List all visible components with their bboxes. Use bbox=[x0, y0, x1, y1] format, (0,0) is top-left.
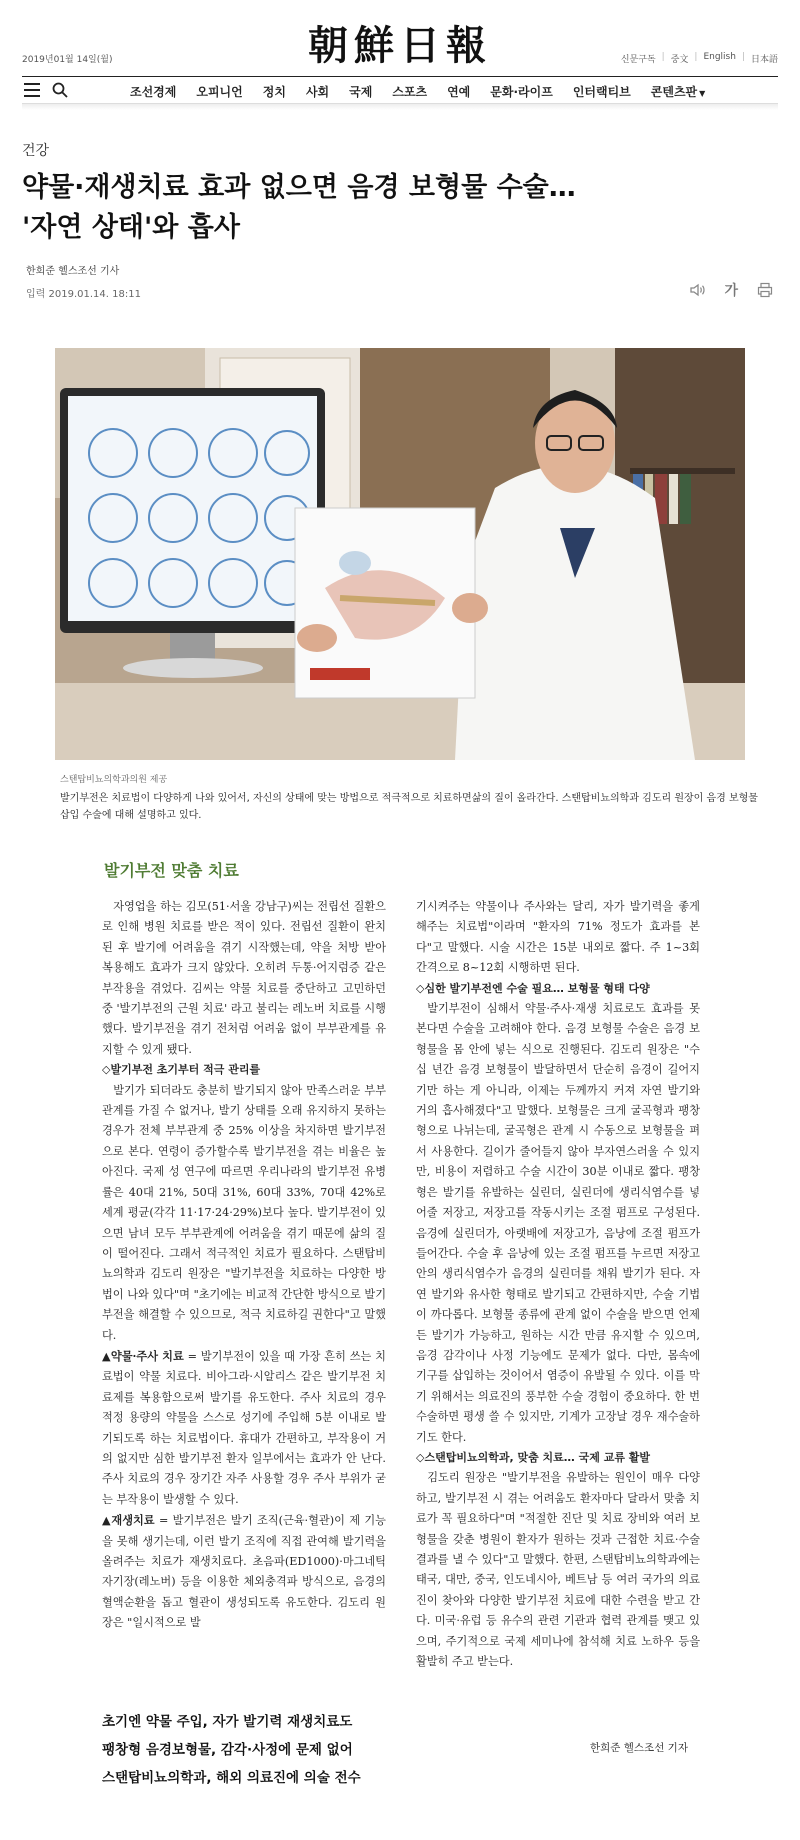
paragraph-text: = 발기부전은 발기 조직(근육·혈관)이 제 기능을 못해 생기는데, 이런 발기 조직에 직접 관여해 발기력을 올려주는 치료가 재생치료다. 초음파(ED1000)·마그네틱 자기장(레노버) 등을 이용한 체외충격파 방식으로, 음경의 혈액순환을 돕고 혈관이 생성되도록 유도한다. 김도리 원장은 "일시적으로 발 bbox=[102, 1514, 386, 1630]
headline-line-1: 약물·재생치료 효과 없으면 음경 보형물 수술… bbox=[22, 172, 576, 203]
nav-contents-label: 콘텐츠판 bbox=[650, 85, 698, 99]
subhead: ◇발기부전 초기부터 적극 관리를 bbox=[102, 1063, 261, 1077]
paragraph-text: = 발기부전이 있을 때 가장 흔히 쓰는 치료법이 약물 치료다. 비아그라·시알리스 같은 발기부전 치료제를 복용함으로써 발기를 유도한다. 주사 치료의 경우 적정 용량의 약물을 스스로 성기에 주입해 5분 이내로 발기되도록 하는 치료법이다. 휴대가 간편하고, 부작용이 거의 없지만 심한 발기부전 환자 일부에서는 효과가 안 난다. 주사 치료의 경우 장기간 자주 사용할 경우 주사 부위가 굳는 부작용이 발생할 수 있다. bbox=[102, 1349, 386, 1506]
pull-quote-line: 초기엔 약물 주입, 자가 발기력 재생치료도 bbox=[102, 1714, 353, 1730]
publish-date: 입력 2019.01.14. 18:11 bbox=[26, 289, 141, 300]
paragraph-lead: ▲약물·주사 치료 bbox=[102, 1348, 184, 1363]
top-links: 신문구독 | 중文 | English | 日本語 bbox=[620, 52, 778, 65]
nav-divider bbox=[22, 104, 778, 110]
nav-culture-life[interactable]: 문화·라이프 bbox=[490, 85, 553, 99]
audio-icon[interactable] bbox=[688, 281, 706, 299]
menu-icon[interactable] bbox=[24, 83, 40, 97]
masthead bbox=[0, 0, 800, 72]
paragraph: 자영업을 하는 김모(51·서울 강남구)씨는 전립선 질환으로 인해 병원 치료를 받은 적이 있다. 전립선 질환이 완치된 후 발기에 어려움을 겪기 시작했는데, 약을 처방 받아 복용해도 효과가 크지 않았다. 오히려 두통·어지럼증 같은 부작용을 겪었다. 김씨는 약물 치료를 중단하고 고민하던 중 '발기부전의 근원 치료' 라고 불리는 레노버 치료를 시행했다. 발기부전을 겪기 전처럼 어려움 없이 부부관계를 유지할 수 있게 됐다. bbox=[102, 900, 386, 1056]
nav-sports[interactable]: 스포츠 bbox=[392, 85, 428, 99]
nav-interactive[interactable]: 인터랙티브 bbox=[572, 85, 631, 99]
nav-economy[interactable]: 조선경제 bbox=[130, 85, 177, 99]
pull-quote bbox=[102, 1708, 402, 1792]
search-icon[interactable] bbox=[52, 82, 68, 98]
article-column-left bbox=[102, 897, 386, 1634]
paragraph-lead: ▲재생치료 bbox=[102, 1513, 155, 1528]
nav-politics[interactable]: 정치 bbox=[262, 85, 286, 99]
nav-contents[interactable] bbox=[651, 83, 706, 100]
headline bbox=[22, 168, 762, 248]
link-japanese[interactable]: 日本語 bbox=[750, 55, 778, 65]
nav-opinion[interactable]: 오피니언 bbox=[196, 85, 243, 99]
subhead: ◇심한 발기부전엔 수술 필요… 보형물 형태 다양 bbox=[416, 981, 650, 995]
photo-caption: 발기부전은 치료법이 다양하게 나와 있어서, 자신의 상태에 맞는 방법으로 적극적으로 치료하면삶의 질이 올라간다. 스탠탑비뇨의학과 김도리 원장이 음경 보형물 삽입 수술에 대해 설명하고 있다. bbox=[60, 793, 758, 821]
paragraph: 기시켜주는 약물이나 주사와는 달리, 자가 발기력을 좋게 해주는 치료법"이라며 "환자의 71% 정도가 효과를 본다"고 말했다. 시술 시간은 15분 내외로 짧다. 주 1~3회 간격으로 8~12회 시행하면 된다. bbox=[416, 900, 700, 975]
chevron-down-icon: ▼ bbox=[699, 89, 706, 98]
paragraph bbox=[102, 1346, 386, 1510]
nav-entertainment[interactable]: 연예 bbox=[447, 85, 471, 99]
paragraph: 김도리 원장은 "발기부전을 유발하는 원인이 매우 다양하고, 발기부전 시 겪는 어려움도 환자마다 달라서 맞춤 치료가 꼭 필요하다"며 "적절한 진단 및 치료 장비와 여러 보형물을 갖춘 병원이 환자가 원하는 것과 근접한 치료·수술 결과를 낼 수 있다"고 말했다. 한편, 스탠탑비뇨의학과에는 태국, 대만, 중국, 인도네시아, 베트남 등 여러 국가의 의료진이 찾아와 다양한 발기부전 치료에 대한 수련을 받고 간다. 미국·유럽 등 유수의 관련 기관과 협력 관계를 맺고 있으며, 주기적으로 국제 세미나에 참석해 치료 노하우 등을 활발히 주고 받는다. bbox=[416, 1471, 700, 1669]
paragraph bbox=[102, 1510, 386, 1633]
edition-date: 2019년01월 14일(월) bbox=[22, 55, 113, 65]
nav-society[interactable]: 사회 bbox=[305, 85, 330, 99]
article-tools bbox=[688, 280, 774, 300]
article-column-right bbox=[416, 897, 700, 1672]
link-chinese[interactable]: 중文 bbox=[670, 55, 689, 65]
section-label[interactable]: 건강 bbox=[22, 143, 50, 159]
print-icon[interactable] bbox=[756, 281, 774, 299]
article-photo bbox=[55, 348, 745, 760]
byline: 한희준 헬스조선 기사 bbox=[26, 266, 120, 277]
paragraph: 발기부전이 심해서 약물·주사·재생 치료로도 효과를 못 본다면 수술을 고려해야 한다. 음경 보형물 수술은 음경 보형물을 몸 안에 넣는 식으로 진행된다. 김도리 원장은 "수십 년간 음경 보형물이 발달하면서 단순히 음경이 길어지기만 하는 게 아니라, 이제는 두께까지 커져 자연 발기와 거의 흡사해졌다"고 말했다. 보형물은 크게 굴곡형과 팽창형으로 나뉘는데, 굴곡형은 관계 시 수동으로 보형물을 펴서 사용한다. 길이가 줄어들지 않아 부자연스러울 수 있지만, 비용이 저렴하고 수술 시간이 30분 이내로 짧다. 팽창형은 발기를 유발하는 실린더, 실린더에 생리식염수를 넣어줄 저장고, 저장고를 작동시키는 조절 펌프로 구성된다. 음경에 실린더가, 아랫배에 저장고가, 음낭에 조절 펌프가 들어간다. 수술 후 음낭에 있는 조절 펌프를 누르면 저장고 안의 생리식염수가 음경의 실린더를 채워 발기가 된다. 자연 발기와 유사한 형태로 발기되고 간편하지만, 수술 기법이 까다롭다. 보형물 종류에 관계 없이 수술을 받으면 언제든 발기가 가능하고, 원하는 시간 만큼 유지할 수 있으며, 음경 감각이나 사정 기능에도 문제가 없다. 다만, 몸속에 기구를 삽입하는 것이어서 염증이 유발될 수 있다. 이를 막기 위해서는 의료진의 풍부한 수술 경험이 중요하다. 한 번 수술하면 평생 쓸 수 있지만, 기계가 고장날 경우 재수술하기도 한다. bbox=[416, 1002, 700, 1444]
main-nav bbox=[22, 76, 778, 104]
reporter-credit: 한희준 헬스조선 기자 bbox=[590, 1742, 688, 1754]
subhead: ◇스탠탑비뇨의학과, 맞춤 치료… 국제 교류 활발 bbox=[416, 1450, 651, 1464]
font-size-button[interactable]: 가 bbox=[724, 283, 738, 299]
body-title: 발기부전 맞춤 치료 bbox=[104, 861, 239, 880]
pull-quote-line: 팽창형 음경보형물, 감각·사정에 문제 없어 bbox=[102, 1742, 353, 1758]
link-subscribe[interactable]: 신문구독 bbox=[620, 55, 656, 65]
photo-credit: 스탠탑비뇨의학과의원 제공 bbox=[60, 775, 168, 785]
headline-line-2: '자연 상태'와 흡사 bbox=[22, 212, 240, 243]
link-english[interactable]: English bbox=[703, 52, 736, 62]
newspaper-logo[interactable]: 朝鮮日報 bbox=[308, 22, 492, 69]
pull-quote-line: 스탠탑비뇨의학과, 해외 의료진에 의술 전수 bbox=[102, 1770, 361, 1786]
nav-international[interactable]: 국제 bbox=[349, 85, 373, 99]
paragraph: 발기가 되더라도 충분히 발기되지 않아 만족스러운 부부관계를 가질 수 없거나, 발기 상태를 오래 유지하지 못하는 경우가 전체 부부관계 중 25% 이상을 차지하면 발기부전으로 본다. 연령이 증가할수록 발기부전을 겪는 비율은 높아진다. 국제 성 연구에 따르면 우리나라의 발기부전 유병률은 40대 21%, 50대 31%, 60대 33%, 70대 42%로 세계 평균(각각 11·17·24·29%)보다 높다. 발기부전이 있으면 남녀 모두 부부관계에 어려움을 겪기 때문에 삶의 질이 떨어진다. 그래서 적극적인 치료가 필요하다. 스탠탑비뇨의학과 김도리 원장은 "발기부전을 치료하는 다양한 방법이 나와 있다"며 "초기에는 비교적 간단한 방식으로 발기부전을 해결할 수 있으므로, 적극 치료하길 권한다"고 말했다. bbox=[102, 1083, 386, 1342]
